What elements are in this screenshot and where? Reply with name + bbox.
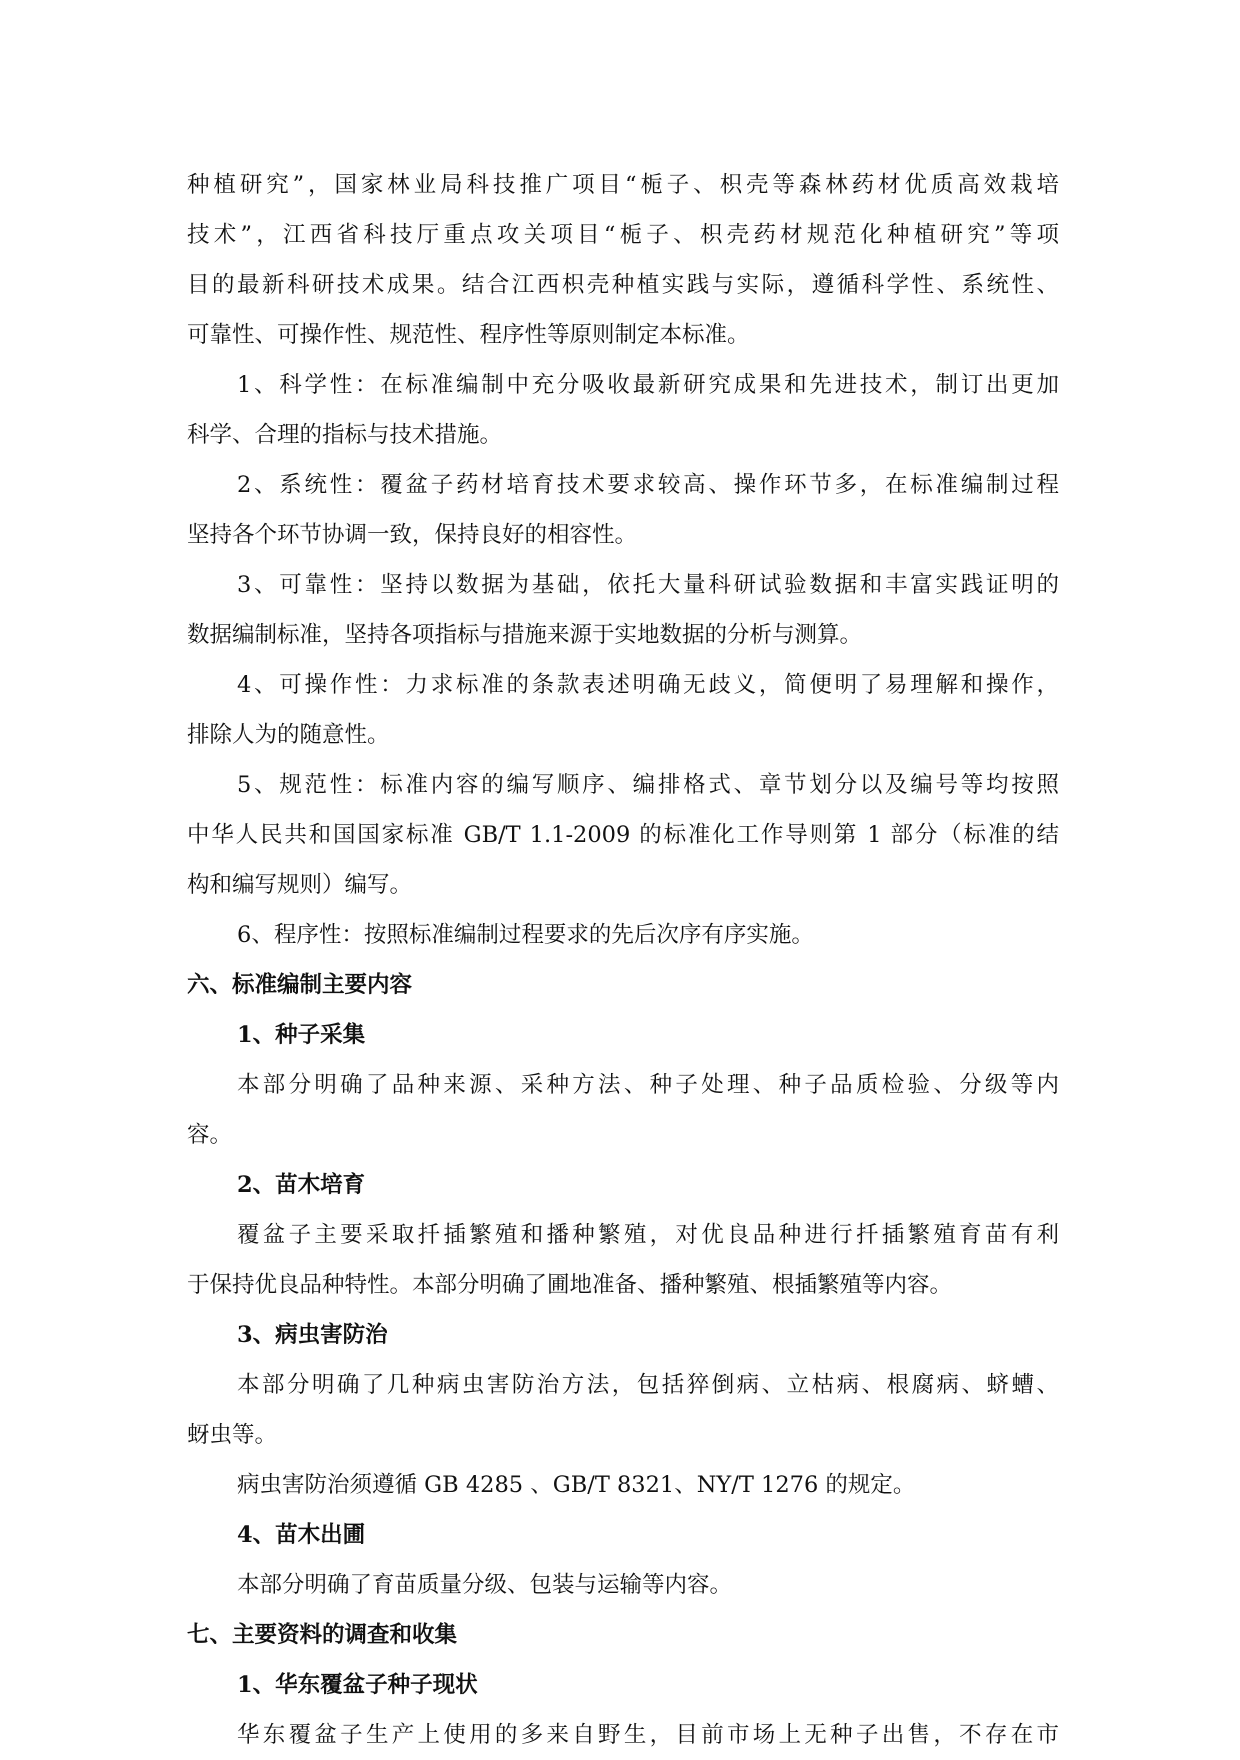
section-heading: 1、种子采集 [237,1022,366,1048]
paragraph-line: 5、规范性：标准内容的编写顺序、编排格式、章节划分以及编号等均按照 [237,772,1059,798]
paragraph-line: 2、系统性：覆盆子药材培育技术要求较高、操作环节多，在标准编制过程 [237,472,1059,498]
section-heading: 3、病虫害防治 [237,1322,388,1348]
paragraph-line: 于保持优良品种特性。本部分明确了圃地准备、播种繁殖、根插繁殖等内容。 [187,1272,953,1298]
paragraph-line: 本部分明确了育苗质量分级、包装与运输等内容。 [237,1572,733,1598]
paragraph-line: 华东覆盆子生产上使用的多来自野生，目前市场上无种子出售，不存在市 [237,1722,1059,1748]
paragraph-line: 容。 [187,1122,233,1148]
paragraph-line: 数据编制标准，坚持各项指标与措施来源于实地数据的分析与测算。 [187,622,863,648]
paragraph-line: 病虫害防治须遵循 GB 4285 、GB/T 8321、NY/T 1276 的规定。 [237,1472,916,1498]
paragraph-line: 目的最新科研技术成果。结合江西枳壳种植实践与实际，遵循科学性、系统性、 [187,272,1059,298]
section-heading: 4、苗木出圃 [237,1522,366,1548]
paragraph-line: 可靠性、可操作性、规范性、程序性等原则制定本标准。 [187,322,750,348]
paragraph-line: 蚜虫等。 [187,1422,278,1448]
document-page [187,160,1059,1760]
paragraph-line: 1、科学性：在标准编制中充分吸收最新研究成果和先进技术，制订出更加 [237,372,1059,398]
paragraph-line: 本部分明确了几种病虫害防治方法，包括猝倒病、立枯病、根腐病、蛴螬、 [237,1372,1059,1398]
section-heading: 六、标准编制主要内容 [187,972,413,998]
section-heading: 七、主要资料的调查和收集 [187,1622,458,1648]
paragraph-line: 本部分明确了品种来源、采种方法、种子处理、种子品质检验、分级等内 [237,1072,1059,1098]
paragraph-line: 坚持各个环节协调一致，保持良好的相容性。 [187,522,638,548]
paragraph-line: 种植研究”，国家林业局科技推广项目“栀子、枳壳等森林药材优质高效栽培 [187,172,1059,198]
paragraph-line: 构和编写规则）编写。 [187,872,413,898]
paragraph-line: 排除人为的随意性。 [187,722,390,748]
paragraph-line: 覆盆子主要采取扦插繁殖和播种繁殖，对优良品种进行扦插繁殖育苗有利 [237,1222,1059,1248]
section-heading: 1、华东覆盆子种子现状 [237,1672,478,1698]
paragraph-line: 3、可靠性：坚持以数据为基础，依托大量科研试验数据和丰富实践证明的 [237,572,1059,598]
paragraph-line: 4、可操作性：力求标准的条款表述明确无歧义，简便明了易理解和操作， [237,672,1059,698]
section-heading: 2、苗木培育 [237,1172,366,1198]
paragraph-line: 中华人民共和国国家标准 GB/T 1.1-2009 的标准化工作导则第 1 部分（标准的结 [187,822,1059,848]
paragraph-line: 技术”，江西省科技厅重点攻关项目“栀子、枳壳药材规范化种植研究”等项 [187,222,1059,248]
paragraph-line: 科学、合理的指标与技术措施。 [187,422,503,448]
paragraph-line: 6、程序性：按照标准编制过程要求的先后次序有序实施。 [237,922,814,948]
